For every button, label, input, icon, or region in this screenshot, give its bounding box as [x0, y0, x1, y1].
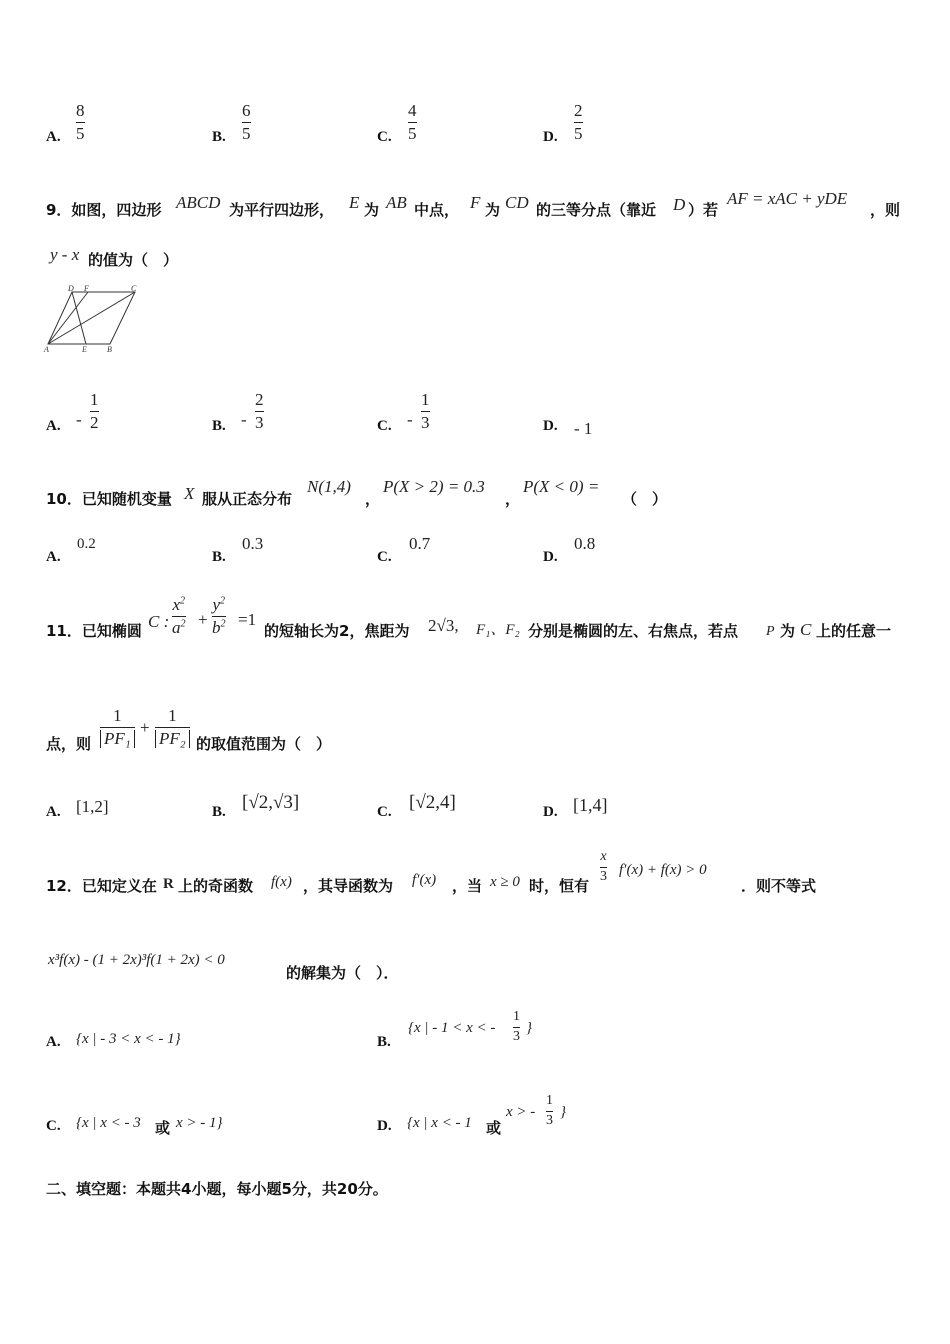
q11-math-c: C: [800, 620, 812, 639]
q9-text-8: ，则: [870, 201, 901, 219]
q12-option-d-or: 或: [486, 1119, 502, 1137]
q10-math-normal: N(1,4): [307, 477, 351, 496]
q10-text-4: ，: [505, 490, 521, 508]
q11-option-d-value: [1,4]: [573, 795, 608, 815]
q9-math-d: D: [673, 195, 686, 214]
q11-text-5: 上的任意一: [816, 622, 892, 640]
q12-option-d-post: x > -: [506, 1104, 536, 1120]
q12-math-inequality: f′(x) + f(x) > 0: [619, 862, 707, 878]
q9-option-b-fraction: 2 3: [255, 390, 264, 432]
q9-figure-label-c: C: [131, 284, 137, 293]
q12-option-d-close: }: [560, 1104, 566, 1120]
q9-text-4: 中点，: [414, 201, 460, 219]
q10-option-c-label: C.: [377, 549, 392, 565]
q9-option-b-sign: -: [241, 410, 247, 429]
q12-option-c-label: C.: [46, 1118, 61, 1134]
q11-option-c-label: C.: [377, 804, 392, 820]
q12-text-2: 上的奇函数: [178, 877, 254, 895]
q10-option-d-value: 0.8: [574, 534, 596, 553]
q9-option-a-label: A.: [46, 418, 61, 434]
q12-text-5: 时，恒有: [529, 877, 590, 895]
q8-option-d-label: D.: [543, 129, 558, 145]
q9-text-6: 的三等分点（靠近: [536, 201, 657, 219]
q9-math-cd: CD: [505, 193, 529, 212]
q11-text-line2-2: 的取值范围为（ ）: [196, 735, 332, 753]
q12-math-fx: f(x): [271, 874, 292, 890]
q9-option-d-value: - 1: [574, 419, 593, 438]
q11-option-b-value: [√2,√3]: [242, 792, 300, 813]
q10-text-1: 10．已知随机变量: [46, 490, 172, 508]
q10-option-c-value: 0.7: [409, 534, 431, 553]
q9-text-question: 的值为（ ）: [88, 251, 179, 269]
q11-text-4: 为: [780, 622, 796, 640]
q8-option-a-fraction: 8 5: [76, 101, 85, 143]
q9-figure-label-e: E: [82, 345, 87, 354]
q12-option-c-pre: {x | x < - 3: [76, 1115, 141, 1131]
q12-option-c-or: 或: [155, 1119, 171, 1137]
section-2-heading: 二、填空题：本题共4小题，每小题5分，共20分。: [46, 1180, 388, 1198]
q9-figure-label-f: F: [84, 284, 89, 293]
q9-option-a-sign: -: [76, 410, 82, 429]
q11-option-d-label: D.: [543, 804, 558, 820]
q12-text-6: ．则不等式: [741, 877, 817, 895]
q9-text-5: 为: [485, 201, 501, 219]
q9-text-2: 为平行四边形，: [229, 201, 335, 219]
q10-math-prob-2: P(X < 0) =: [523, 477, 600, 496]
q9-figure-label-d: D: [68, 284, 74, 293]
q11-text-3: 分别是椭圆的左、右焦点，若点: [528, 622, 739, 640]
q12-math-target-inequality: x³f(x) - (1 + 2x)³f(1 + 2x) < 0: [48, 952, 225, 968]
q12-option-d-pre: {x | x < - 1: [407, 1115, 472, 1131]
q9-figure-label-b: B: [107, 345, 112, 354]
q11-ellipse-term-y: $y^2$ $b^2$: [212, 595, 226, 637]
q11-text-1: 11．已知椭圆: [46, 622, 142, 640]
q11-math-focal: 2√3,: [428, 616, 459, 635]
q10-text-5: （ ）: [622, 490, 668, 508]
q12-option-a-label: A.: [46, 1034, 61, 1050]
q11-ellipse-eq-one: =1: [238, 610, 257, 629]
q9-text-7: ）若: [688, 201, 719, 219]
q8-option-c-fraction: 4 5: [408, 101, 417, 143]
q9-figure-label-a: A: [44, 345, 49, 354]
q12-option-a-value: {x | - 3 < x < - 1}: [76, 1031, 181, 1047]
q9-text-3: 为: [364, 201, 380, 219]
q9-math-e: E: [349, 193, 360, 212]
q12-text-solution: 的解集为（ ）．: [286, 964, 399, 982]
q11-fraction-pf2: 1 PF₂: [155, 707, 190, 748]
q10-text-2: 服从正态分布: [202, 490, 293, 508]
q9-option-b-label: B.: [212, 418, 226, 434]
q9-math-ab: AB: [386, 193, 407, 212]
q10-option-a-label: A.: [46, 549, 61, 565]
q11-option-a-value: [1,2]: [76, 797, 109, 816]
q12-option-b-fraction: 1 3: [513, 1009, 520, 1044]
q10-text-3: ，: [365, 490, 381, 508]
q9-math-vector-eq: AF = xAC + yDE: [727, 189, 848, 208]
q12-option-c-post: x > - 1}: [176, 1115, 223, 1131]
q12-math-condition: x ≥ 0: [490, 874, 520, 890]
q9-option-c-label: C.: [377, 418, 392, 434]
q8-option-c-label: C.: [377, 129, 392, 145]
q12-option-b-close: }: [526, 1020, 532, 1036]
q10-option-b-label: B.: [212, 549, 226, 565]
q11-fraction-pf1: 1 PF₁: [100, 707, 135, 748]
q11-text-2: 的短轴长为2，焦距为: [264, 622, 410, 640]
q12-option-b-label: B.: [377, 1034, 391, 1050]
q9-option-c-sign: -: [407, 410, 413, 429]
q12-math-r: R: [163, 876, 174, 892]
q8-option-b-label: B.: [212, 129, 226, 145]
q10-option-b-value: 0.3: [242, 534, 264, 553]
q12-option-d-label: D.: [377, 1118, 392, 1134]
q10-math-prob-1: P(X > 2) = 0.3: [383, 477, 485, 496]
q9-math-y-minus-x: y - x: [50, 245, 80, 264]
q11-option-c-value: [√2,4]: [409, 792, 456, 813]
q12-text-4: ，当: [452, 877, 483, 895]
q12-math-fprime: f′(x): [412, 872, 437, 888]
q12-option-d-fraction: 1 3: [546, 1093, 553, 1128]
q11-ellipse-term-x: $x^2$ $a^2$: [172, 595, 186, 637]
q11-math-foci: F₁、F₂: [476, 622, 520, 638]
q11-option-b-label: B.: [212, 804, 226, 820]
q11-math-c-label: C :: [148, 612, 170, 631]
q11-math-p: P: [766, 624, 775, 639]
q11-text-line2-1: 点，则: [46, 735, 92, 753]
q10-math-x: X: [184, 484, 195, 503]
q9-math-abcd: ABCD: [176, 193, 221, 212]
q10-option-a-value: 0.2: [77, 536, 96, 552]
q9-text-1: 9．如图，四边形: [46, 201, 162, 219]
q9-option-a-fraction: 1 2: [90, 390, 99, 432]
q8-option-a-label: A.: [46, 129, 61, 145]
q9-option-c-fraction: 1 3: [421, 390, 430, 432]
q12-text-3: ，其导函数为: [303, 877, 394, 895]
q11-option-a-label: A.: [46, 804, 61, 820]
q12-text-1: 12．已知定义在: [46, 877, 157, 895]
q9-math-f: F: [470, 193, 481, 212]
q12-fraction-x-over-3: x 3: [600, 849, 607, 884]
q8-option-d-fraction: 2 5: [574, 101, 583, 143]
q10-option-d-label: D.: [543, 549, 558, 565]
q9-parallelogram-figure: [40, 284, 140, 354]
q12-option-b-value: {x | - 1 < x < -: [408, 1020, 496, 1036]
q9-option-d-label: D.: [543, 418, 558, 434]
q8-option-b-fraction: 6 5: [242, 101, 251, 143]
